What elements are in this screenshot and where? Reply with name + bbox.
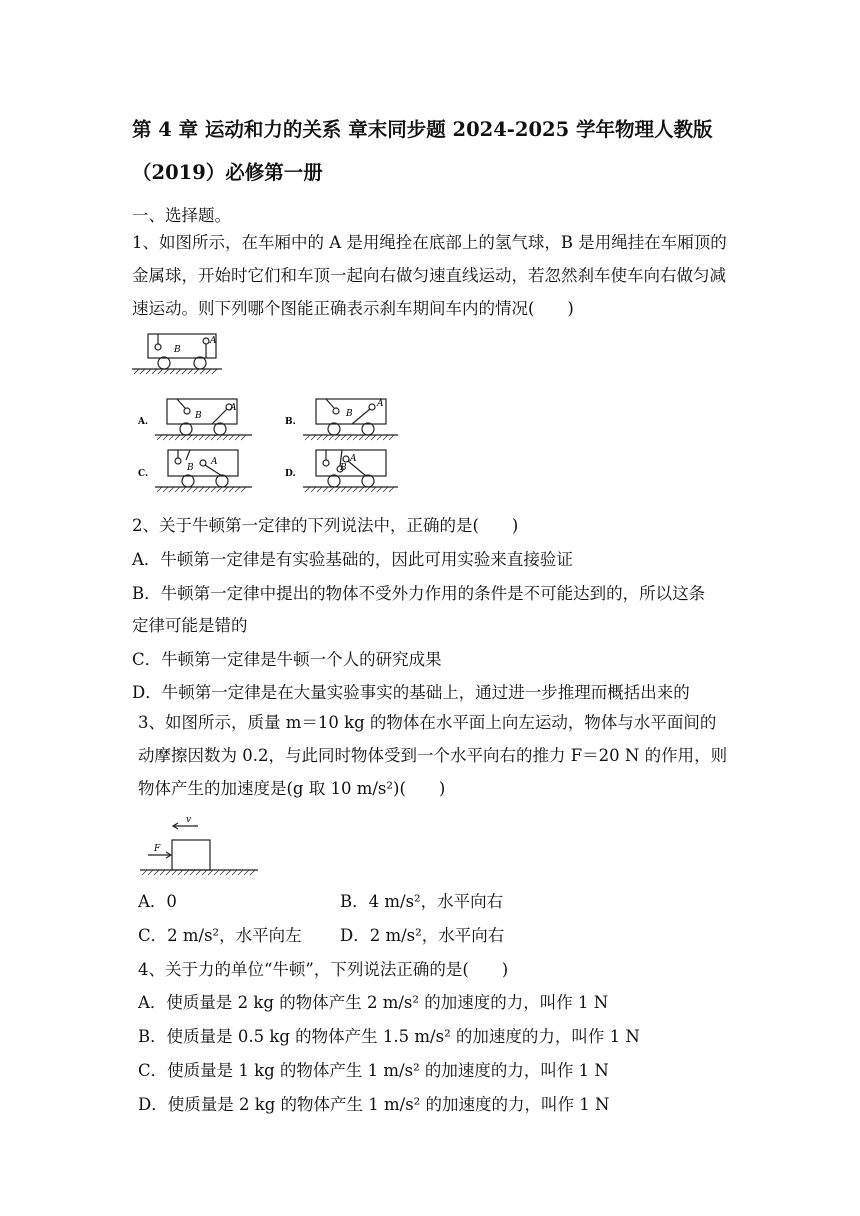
document-title: 第 4 章 运动和力的关系 章末同步题 2024-2025 学年物理人教版（2019）必修第一册 [132,118,713,184]
svg-text:A: A [377,399,384,409]
question-2-stem: 2、关于牛顿第一定律的下列说法中，正确的是( ) [132,516,519,535]
svg-text:B: B [195,411,202,421]
svg-text:B: B [346,409,353,419]
q2-option-d: D．牛顿第一定律是在大量实验事实的基础上，通过进一步推理而概括出来的 [132,683,690,702]
q4-option-a: A．使质量是 2 kg 的物体产生 2 m/s² 的加速度的力，叫作 1 N [138,993,609,1012]
figure-label-a: A [210,336,217,346]
q2-option-b-line1: B．牛顿第一定律中提出的物体不受外力作用的条件是不可能达到的，所以这条 [132,584,706,603]
svg-text:A: A [350,454,357,464]
svg-text:B: B [187,463,194,473]
question-3-stem: 3、如图所示，质量 m＝10 kg 的物体在水平面上向左运动，物体与水平面间的动摩擦因数为 0.2，与此同时物体受到一个水平向右的推力 F＝20 N 的作用，则物体产生的加速度是(g 取 10 m/s²)( ) [138,713,728,798]
q3-figure-f: F [154,844,161,854]
q2-option-b-line2: 定律可能是错的 [132,616,248,635]
q2-option-a: A．牛顿第一定律是有实验基础的，因此可用实验来直接验证 [132,550,573,569]
q1-option-d-label: D. [285,469,296,479]
q1-option-b-label: B. [285,417,296,427]
svg-text:A: A [230,403,237,413]
q1-option-a-label: A. [138,417,149,427]
q1-option-c-label: C. [138,469,149,479]
q3-option-d: D．2 m/s²，水平向右 [340,926,505,945]
q4-option-d: D．使质量是 2 kg 的物体产生 1 m/s² 的加速度的力，叫作 1 N [138,1095,610,1114]
q3-option-a: A．0 [138,892,177,911]
q4-option-b: B．使质量是 0.5 kg 的物体产生 1.5 m/s² 的加速度的力，叫作 1 N [138,1027,640,1046]
q4-option-c: C．使质量是 1 kg 的物体产生 1 m/s² 的加速度的力，叫作 1 N [138,1061,609,1080]
svg-text:A: A [211,457,218,467]
q3-option-c: C．2 m/s²，水平向左 [138,926,302,945]
q3-option-b: B．4 m/s²，水平向右 [340,892,504,911]
question-4-stem: 4、关于力的单位“牛顿”，下列说法正确的是( ) [138,960,509,979]
q2-option-c: C．牛顿第一定律是牛顿一个人的研究成果 [132,650,442,669]
q3-figure-v: v [186,815,192,825]
question-1-stem: 1、如图所示，在车厢中的 A 是用绳拴在底部上的氢气球，B 是用绳挂在车厢顶的金属球，开始时它们和车顶一起向右做匀速直线运动，若忽然刹车使车向右做匀减速运动。则下列哪个图能正确表示刹车期间车内的情况( ) [132,233,727,318]
svg-text:B: B [340,463,347,473]
figure-label-b: B [174,345,181,355]
section-heading: 一、选择题。 [132,206,231,225]
